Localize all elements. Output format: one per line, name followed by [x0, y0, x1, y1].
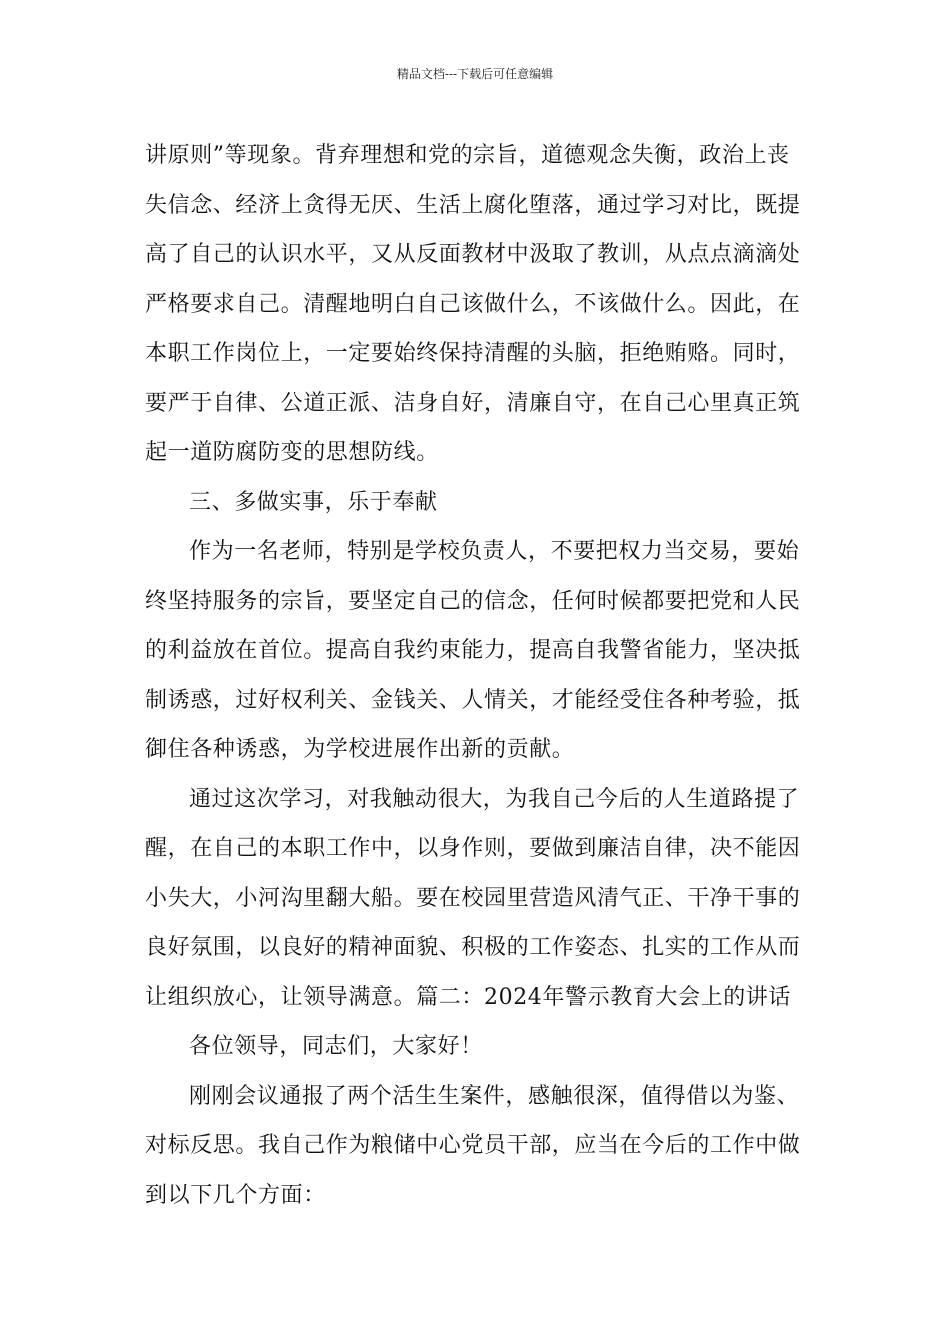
text-line: 严格要求自己。清醒地明白自己该做什么，不该做什么。因此，在	[145, 291, 801, 317]
text-line: 良好氛围，以良好的精神面貌、积极的工作姿态、扎实的工作从而	[145, 935, 801, 960]
text-line: 对标反思。我自己作为粮储中心党员干部，应当在今后的工作中做	[145, 1133, 801, 1158]
document-body	[145, 131, 810, 1220]
text-line: 讲原则”等现象。背弃理想和党的宗旨，道德观念失衡，政治上丧	[145, 143, 790, 168]
text-line: 刚刚会议通报了两个活生生案件，感触很深，值得借以为鉴、	[189, 1083, 800, 1109]
page-header: 精品文档---下载后可任意编辑	[396, 67, 554, 81]
text-line: 要严于自律、公道正派、洁身自好，清廉自守，在自己心里真正筑	[145, 390, 801, 416]
text-line: 起一道防腐防变的思想防线。	[145, 440, 439, 465]
greeting-line: 各位领导，同志们，大家好！	[189, 1034, 483, 1059]
text-line: 通过这次学习，对我触动很大，为我自己今后的人生道路提了	[189, 786, 800, 812]
text-line: 的利益放在首位。提高自我约束能力，提高自我警省能力，坚决抵	[145, 638, 801, 663]
text-line: 失信念、经济上贪得无厌、生活上腐化堕落，通过学习对比，既提	[145, 192, 801, 218]
text-line: 御住各种诱惑，为学校进展作出新的贡献。	[145, 737, 575, 762]
text-line: 作为一名老师，特别是学校负责人，不要把权力当交易，要始	[189, 539, 800, 564]
text-line: 醒，在自己的本职工作中，以身作则，要做到廉洁自律，决不能因	[145, 836, 801, 861]
text-line: 小失大，小河沟里翻大船。要在校园里营造风清气正、干净干事的	[145, 885, 801, 911]
text-line: 高了自己的认识水平，又从反面教材中汲取了教训，从点点滴滴处	[145, 242, 801, 267]
text-line: 到以下几个方面：	[145, 1182, 326, 1208]
text-line: 制诱惑，过好权利关、金钱关、人情关，才能经受住各种考验，抵	[145, 687, 801, 713]
section-heading: 三、多做实事，乐于奉献	[189, 489, 438, 515]
text-line: 本职工作岗位上，一定要始终保持清醒的头脑，拒绝贿赂。同时，	[145, 341, 801, 366]
text-line: 让组织放心，让领导满意。篇二：2024年警示教育大会上的讲话	[145, 984, 791, 1010]
text-line: 终坚持服务的宗旨，要坚定自己的信念，任何时候都要把党和人民	[145, 588, 801, 614]
